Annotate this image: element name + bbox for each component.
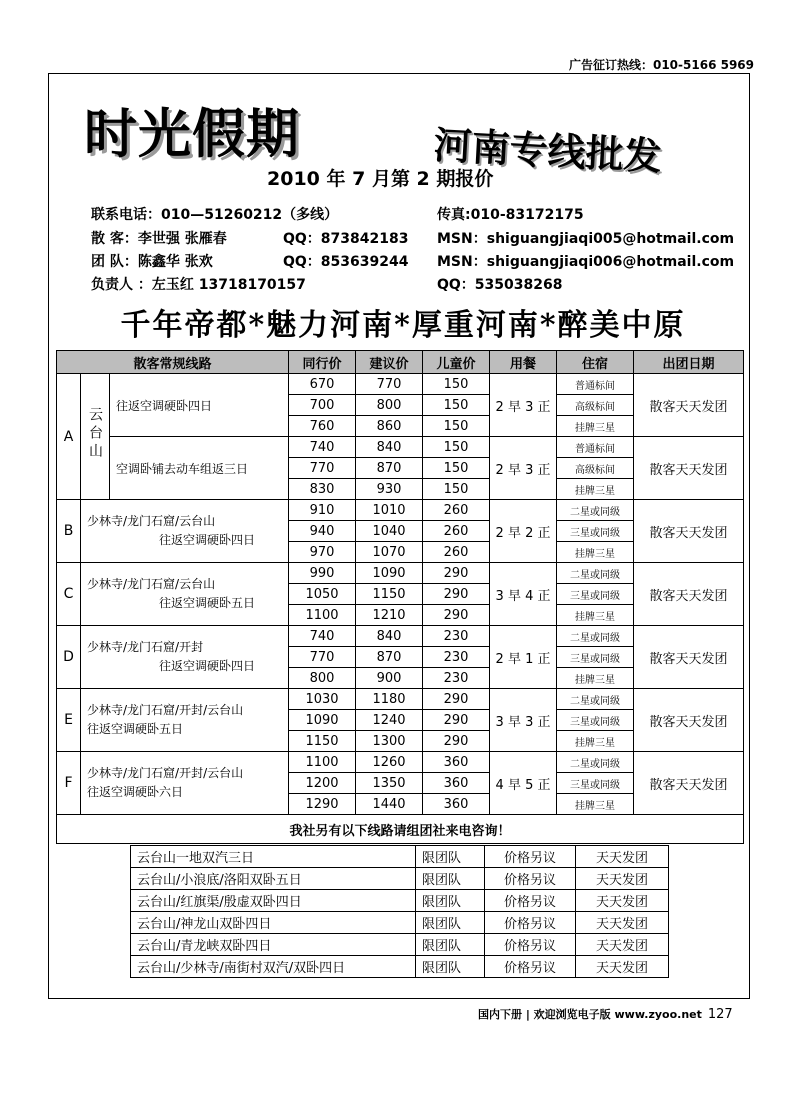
col-child-price: 儿童价 — [423, 351, 490, 374]
contact-sanke: 散 客：李世强 张雁春 — [91, 231, 227, 247]
extra-route-price: 价格另议 — [485, 934, 576, 956]
hotel-level: 高级标间 — [557, 395, 634, 416]
suggest-price: 840 — [356, 626, 423, 647]
suggest-price: 1350 — [356, 773, 423, 794]
suggest-price: 1070 — [356, 542, 423, 563]
group-label: A — [57, 374, 81, 500]
child-price: 150 — [423, 395, 490, 416]
route-line-2: 往返空调硬卧四日 — [159, 659, 256, 673]
suggest-price: 840 — [356, 437, 423, 458]
brand-subtitle: 河南专线批发 — [432, 122, 663, 179]
extra-route-name: 云台山/红旗渠/殷虚双卧四日 — [131, 890, 416, 912]
suggest-price: 1260 — [356, 752, 423, 773]
contact-tuandui: 团 队：陈鑫华 张欢 — [91, 254, 213, 270]
route-line-2: 往返空调硬卧六日 — [87, 785, 184, 799]
hotel-level: 二星或同级 — [557, 563, 634, 584]
notice-row — [57, 815, 744, 844]
depart-date: 散客天天发团 — [634, 437, 744, 500]
footer — [478, 1006, 733, 1022]
suggest-price: 1180 — [356, 689, 423, 710]
group-place-text: 云台山 — [87, 407, 103, 461]
child-price: 360 — [423, 752, 490, 773]
hotel-level: 挂牌三星 — [557, 416, 634, 437]
route-name — [81, 689, 289, 752]
peer-price: 830 — [289, 479, 356, 500]
extra-route-price: 价格另议 — [485, 846, 576, 868]
suggest-price: 870 — [356, 458, 423, 479]
extra-route-name: 云台山一地双汽三日 — [131, 846, 416, 868]
extra-route-date: 天天发团 — [576, 890, 669, 912]
col-suggest-price: 建议价 — [356, 351, 423, 374]
meal: 2 早 1 正 — [490, 626, 557, 689]
suggest-price: 800 — [356, 395, 423, 416]
extra-route-row — [131, 956, 669, 978]
child-price: 290 — [423, 710, 490, 731]
peer-price: 1100 — [289, 752, 356, 773]
col-date: 出团日期 — [634, 351, 744, 374]
depart-date: 散客天天发团 — [634, 563, 744, 626]
child-price: 290 — [423, 563, 490, 584]
price-table — [56, 350, 744, 844]
route-line-1: 少林寺/龙门石窟/开封/云台山 — [87, 766, 244, 780]
extra-route-date: 天天发团 — [576, 868, 669, 890]
group-label: C — [57, 563, 81, 626]
contact-manager: 负责人 ：左玉红 13718170157 — [91, 277, 306, 293]
contact-tuandui-qq: QQ：853639244 — [283, 254, 409, 270]
hotel-level: 挂牌三星 — [557, 731, 634, 752]
child-price: 230 — [423, 668, 490, 689]
hotel-level: 挂牌三星 — [557, 668, 634, 689]
child-price: 260 — [423, 521, 490, 542]
suggest-price: 870 — [356, 647, 423, 668]
route-line-1: 少林寺/龙门石窟/云台山 — [87, 514, 216, 528]
child-price: 360 — [423, 773, 490, 794]
suggest-price: 770 — [356, 374, 423, 395]
col-peer-price: 同行价 — [289, 351, 356, 374]
ad-hotline: 广告征订热线：010-5166 5969 — [568, 58, 754, 72]
extra-route-type: 限团队 — [416, 934, 485, 956]
peer-price: 940 — [289, 521, 356, 542]
peer-price: 990 — [289, 563, 356, 584]
hotel-level: 挂牌三星 — [557, 605, 634, 626]
peer-price: 740 — [289, 626, 356, 647]
hotel-level: 二星或同级 — [557, 689, 634, 710]
extra-route-name: 云台山/神龙山双卧四日 — [131, 912, 416, 934]
route-name — [81, 500, 289, 563]
route-line-1: 少林寺/龙门石窟/云台山 — [87, 577, 216, 591]
suggest-price: 900 — [356, 668, 423, 689]
depart-date: 散客天天发团 — [634, 500, 744, 563]
brand-title: 时光假期 — [84, 103, 300, 165]
peer-price: 970 — [289, 542, 356, 563]
extra-route-name: 云台山/少林寺/南街村双汽/双卧四日 — [131, 956, 416, 978]
suggest-price: 1240 — [356, 710, 423, 731]
group-place — [81, 374, 110, 500]
contact-phone: 联系电话：010—51260212（多线） — [91, 207, 339, 223]
contact-manager-qq: QQ：535038268 — [437, 277, 563, 293]
route-line-1: 少林寺/龙门石窟/开封/云台山 — [87, 703, 244, 717]
suggest-price: 1300 — [356, 731, 423, 752]
contact-sanke-msn: MSN：shiguangjiaqi005@hotmail.com — [437, 231, 735, 247]
child-price: 150 — [423, 374, 490, 395]
depart-date: 散客天天发团 — [634, 689, 744, 752]
peer-price: 800 — [289, 668, 356, 689]
extra-route-date: 天天发团 — [576, 934, 669, 956]
peer-price: 740 — [289, 437, 356, 458]
col-route: 散客常规线路 — [57, 351, 289, 374]
hotel-level: 二星或同级 — [557, 626, 634, 647]
route-name: 往返空调硬卧四日 — [110, 374, 289, 437]
extra-route-date: 天天发团 — [576, 846, 669, 868]
meal: 2 早 3 正 — [490, 374, 557, 437]
suggest-price: 1150 — [356, 584, 423, 605]
child-price: 150 — [423, 437, 490, 458]
hotel-level: 挂牌三星 — [557, 542, 634, 563]
suggest-price: 1010 — [356, 500, 423, 521]
meal: 3 早 4 正 — [490, 563, 557, 626]
price-row — [57, 689, 744, 710]
hotel-level: 三星或同级 — [557, 521, 634, 542]
group-label: B — [57, 500, 81, 563]
child-price: 260 — [423, 542, 490, 563]
route-line-1: 少林寺/龙门石窟/开封 — [87, 640, 204, 654]
col-meal: 用餐 — [490, 351, 557, 374]
extra-route-price: 价格另议 — [485, 890, 576, 912]
price-row — [57, 500, 744, 521]
peer-price: 770 — [289, 647, 356, 668]
extra-route-price: 价格另议 — [485, 868, 576, 890]
child-price: 230 — [423, 626, 490, 647]
hotel-level: 二星或同级 — [557, 500, 634, 521]
suggest-price: 930 — [356, 479, 423, 500]
meal: 4 早 5 正 — [490, 752, 557, 815]
depart-date: 散客天天发团 — [634, 752, 744, 815]
extra-route-row — [131, 912, 669, 934]
suggest-price: 1040 — [356, 521, 423, 542]
hotel-level: 三星或同级 — [557, 647, 634, 668]
child-price: 290 — [423, 731, 490, 752]
child-price: 150 — [423, 416, 490, 437]
extra-route-price: 价格另议 — [485, 956, 576, 978]
route-name: 空调卧铺去动车组返三日 — [110, 437, 289, 500]
peer-price: 1290 — [289, 794, 356, 815]
suggest-price: 1210 — [356, 605, 423, 626]
meal: 3 早 3 正 — [490, 689, 557, 752]
route-name — [81, 563, 289, 626]
price-row — [57, 374, 744, 395]
peer-price: 1050 — [289, 584, 356, 605]
extra-route-row — [131, 846, 669, 868]
price-row — [57, 626, 744, 647]
extra-route-type: 限团队 — [416, 890, 485, 912]
extra-route-row — [131, 890, 669, 912]
price-row — [57, 563, 744, 584]
route-name — [81, 752, 289, 815]
peer-price: 910 — [289, 500, 356, 521]
extra-route-type: 限团队 — [416, 912, 485, 934]
contact-tuandui-msn: MSN：shiguangjiaqi006@hotmail.com — [437, 254, 735, 270]
meal: 2 早 2 正 — [490, 500, 557, 563]
suggest-price: 1090 — [356, 563, 423, 584]
peer-price: 770 — [289, 458, 356, 479]
route-name — [81, 626, 289, 689]
peer-price: 760 — [289, 416, 356, 437]
suggest-price: 1440 — [356, 794, 423, 815]
extra-route-type: 限团队 — [416, 868, 485, 890]
group-label: F — [57, 752, 81, 815]
group-label: E — [57, 689, 81, 752]
extra-route-type: 限团队 — [416, 956, 485, 978]
extra-routes-table — [130, 845, 669, 978]
extra-route-name: 云台山/小浪底/洛阳双卧五日 — [131, 868, 416, 890]
depart-date: 散客天天发团 — [634, 374, 744, 437]
hotel-level: 普通标间 — [557, 374, 634, 395]
col-hotel: 住宿 — [557, 351, 634, 374]
route-line-2: 往返空调硬卧五日 — [87, 722, 184, 736]
hotel-level: 挂牌三星 — [557, 794, 634, 815]
extra-route-row — [131, 934, 669, 956]
price-row — [57, 437, 744, 458]
route-line-2: 往返空调硬卧五日 — [159, 596, 256, 610]
table-header-row — [57, 351, 744, 374]
depart-date: 散客天天发团 — [634, 626, 744, 689]
child-price: 230 — [423, 647, 490, 668]
hotel-level: 二星或同级 — [557, 752, 634, 773]
child-price: 150 — [423, 458, 490, 479]
peer-price: 1100 — [289, 605, 356, 626]
route-line-2: 往返空调硬卧四日 — [159, 533, 256, 547]
peer-price: 1150 — [289, 731, 356, 752]
suggest-price: 860 — [356, 416, 423, 437]
extra-route-date: 天天发团 — [576, 912, 669, 934]
child-price: 150 — [423, 479, 490, 500]
child-price: 260 — [423, 500, 490, 521]
peer-price: 1090 — [289, 710, 356, 731]
notice-text: 我社另有以下线路请组团社来电咨询！ — [57, 815, 744, 844]
meal: 2 早 3 正 — [490, 437, 557, 500]
page-number: 127 — [707, 1007, 733, 1022]
child-price: 290 — [423, 689, 490, 710]
extra-route-name: 云台山/青龙峡双卧四日 — [131, 934, 416, 956]
extra-route-row — [131, 868, 669, 890]
peer-price: 1200 — [289, 773, 356, 794]
contact-sanke-qq: QQ：873842183 — [283, 231, 409, 247]
group-label: D — [57, 626, 81, 689]
extra-route-date: 天天发团 — [576, 956, 669, 978]
hotel-level: 三星或同级 — [557, 710, 634, 731]
footer-text: 国内下册 | 欢迎浏览电子版 www.zyoo.net — [478, 1008, 702, 1021]
peer-price: 700 — [289, 395, 356, 416]
hotel-level: 普通标间 — [557, 437, 634, 458]
issue-title: 2010 年 7 月第 2 期报价 — [267, 168, 494, 190]
child-price: 290 — [423, 584, 490, 605]
hotel-level: 三星或同级 — [557, 584, 634, 605]
peer-price: 670 — [289, 374, 356, 395]
slogan: 千年帝都*魅力河南*厚重河南*醉美中原 — [120, 308, 686, 343]
child-price: 290 — [423, 605, 490, 626]
hotel-level: 挂牌三星 — [557, 479, 634, 500]
peer-price: 1030 — [289, 689, 356, 710]
hotel-level: 三星或同级 — [557, 773, 634, 794]
hotel-level: 高级标间 — [557, 458, 634, 479]
child-price: 360 — [423, 794, 490, 815]
price-row — [57, 752, 744, 773]
extra-route-price: 价格另议 — [485, 912, 576, 934]
extra-route-type: 限团队 — [416, 846, 485, 868]
contact-fax: 传真:010-83172175 — [437, 207, 584, 223]
